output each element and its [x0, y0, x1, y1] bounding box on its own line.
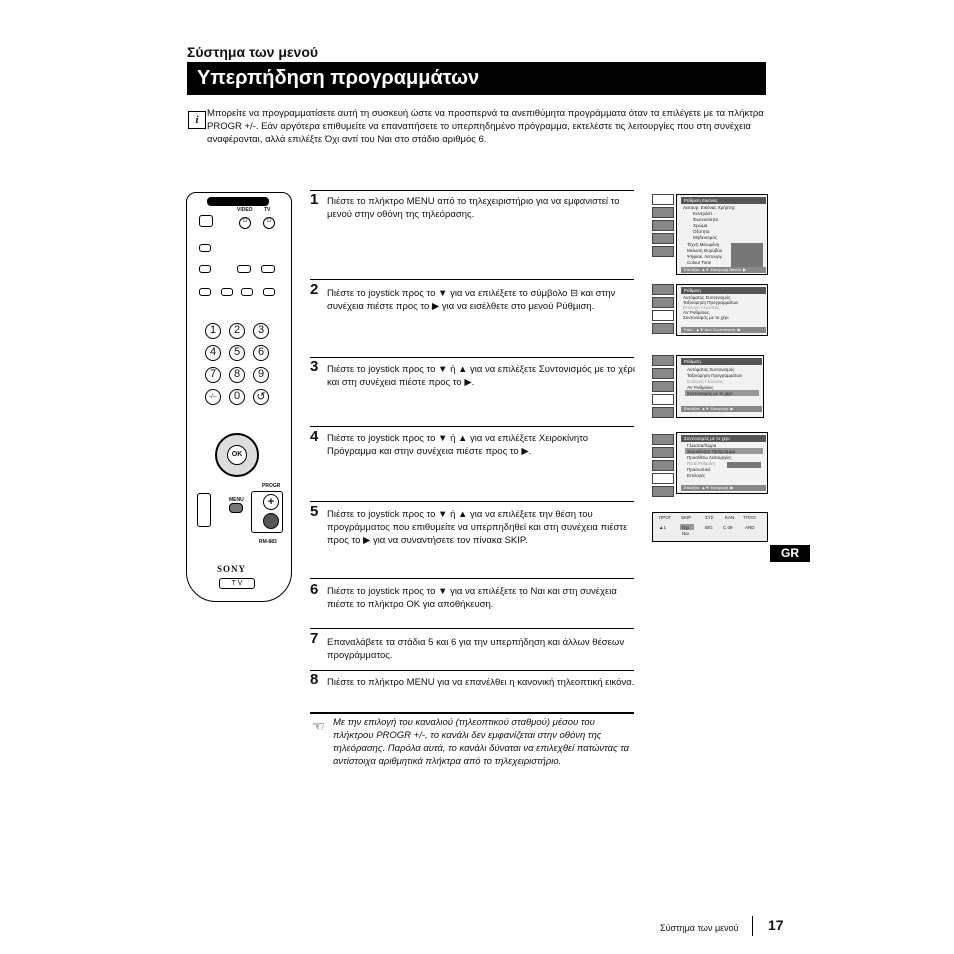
table-header: ΤΙΤΛΟ [743, 515, 756, 520]
video-power-icon: ⏻ [239, 217, 251, 229]
screen-footer: Επιλέξτε: ▲▼ Εισαγωγή: ▶ [681, 485, 766, 491]
step-number: 8 [310, 671, 319, 688]
remote-small-button [241, 288, 253, 296]
step-divider [310, 670, 634, 671]
step-6-text: Πιέστε το joystick προς το ▼ για να επιλέξετε το Ναι και στη συνέχεια πιέστε το πλήκτρο OK για αποθήκευση. [327, 586, 617, 610]
digit-9-button: 9 [253, 367, 269, 383]
page-number: 17 [768, 917, 784, 933]
table-cell: ARD [745, 525, 755, 530]
step-number: 1 [310, 191, 319, 208]
screen-line: Αυτόματος Συντονισμός [687, 367, 735, 372]
footer-label: Σύστημα των μενού [660, 923, 739, 933]
remote-control-illustration [186, 192, 292, 602]
remote-small-button [237, 265, 251, 273]
features-menu-icon [652, 220, 674, 231]
screen-title: Ρύθμιση [681, 287, 766, 294]
remote-small-button [221, 288, 233, 296]
screen-manual-tuning [676, 432, 768, 494]
tv-power-icon: ⏻ [263, 217, 275, 229]
step-7-text: Επαναλάβετε τα στάδια 5 και 6 για την υπερπήδηση και άλλων θέσεων προγράμματος. [327, 637, 625, 661]
digit-0-button: 0 [229, 389, 245, 405]
screen-line: Colour Tone [687, 260, 712, 265]
digit-4-button: 4 [205, 345, 221, 361]
step-divider [310, 501, 634, 502]
table-cell: B/G [705, 525, 713, 530]
note-divider [310, 712, 634, 714]
jump-button: ↺ [253, 389, 269, 405]
screen-line: RGB Ρύθμιση [687, 461, 715, 466]
screen-line: Φωτεινότητα [693, 217, 719, 222]
screen-line: Τεχνή Μειωμένη [687, 242, 720, 247]
menu-side-icons [652, 194, 674, 259]
remote-small-button [261, 265, 275, 273]
step-divider [310, 190, 634, 191]
menu-side-icons [652, 355, 674, 420]
menu-label: MENU [229, 497, 244, 503]
digit-3-button: 3 [253, 323, 269, 339]
screen-line: Χειροκίνητο Πρόγραμμα [687, 449, 736, 454]
step-3-text: Πιέστε το joystick προς το ▼ ή ▲ για να επιλέξετε Συντονισμός με το χέρι και στη συνέχεια πιέστε προς το ▶. [327, 364, 635, 388]
progr-plus-button: + [263, 494, 279, 510]
screen-line: Κοντράστ [693, 211, 713, 216]
ok-button: OK [227, 445, 247, 465]
intro-text: Μπορείτε να προγραμματίσετε αυτή τη συσκευή ώστε να προσπερνά τα ανεπιθύμητα προγράμματα όταν τα επιλέγετε με τα πλήκτρα PROGR +/-. Εάν αργότερα επιθυμείτε να επαναπήσετε το υπερπηδημένο πρόγραμμα, εκτελέστε τις λειτουργίες που στη συνέχεια αναφέρονται, αλλά επιλέξτε Όχι αντί του Ναι στο στάδιο αριθμός 6. [207, 108, 764, 145]
screen-footer: Επιλέξτε: ▲▼ Εισαγωγή: ▶ [681, 406, 762, 412]
screen-setup-manual [676, 355, 764, 418]
screen-setup [676, 284, 768, 336]
step-number: 6 [310, 581, 319, 598]
screen-picture-adjustment [676, 194, 768, 275]
step-divider [310, 426, 634, 427]
progr-minus-button [263, 513, 279, 529]
setup-menu-icon [652, 473, 674, 484]
screen-title: Συντονισμός με το χέρι [681, 435, 766, 442]
step-divider [310, 357, 634, 358]
step-8-text: Πιέστε το πλήκτρο MENU για να επανέλθει η κανονική τηλεοπτική εικόνα. [327, 677, 635, 688]
screen-title: Ρύθμιση Εικόνας [681, 197, 766, 204]
ir-window [207, 197, 269, 206]
picture-menu-icon [652, 194, 674, 205]
step-number: 5 [310, 503, 319, 520]
model-label: RM-883 [259, 539, 277, 545]
picture-menu-icon [652, 355, 674, 366]
screen-line: Συντονισμός με το χέρι [687, 391, 733, 396]
section-title: Σύστημα των μενού [187, 44, 319, 60]
language-badge: GR [770, 545, 810, 562]
progr-label: PROGR [262, 483, 281, 489]
screen-title: Ρύθμιση [681, 358, 762, 365]
table-cell: ▲1 [659, 525, 666, 530]
screen-line: Χρώμα [693, 223, 708, 228]
extra-menu-icon [652, 246, 674, 257]
picture-menu-icon [652, 434, 674, 445]
sound-menu-icon [652, 297, 674, 308]
digit-6-button: 6 [253, 345, 269, 361]
screen-line: Γλώσσα/Χώρα [687, 443, 717, 448]
screen-line: Μείωση Θορύβου [687, 248, 723, 253]
step-divider [310, 628, 634, 629]
extra-menu-icon [652, 323, 674, 334]
table-cell: Όχι [682, 525, 689, 530]
mute-button [199, 215, 213, 227]
page-title: Υπερπήδηση προγραμμάτων [187, 62, 766, 95]
step-divider [310, 279, 634, 280]
screen-line: Οξύτητα [693, 229, 710, 234]
screen-line: Επιλογές [687, 473, 706, 478]
remote-small-button [199, 288, 211, 296]
screen-line: AV Ρυθμίσεις [687, 385, 714, 390]
extra-menu-icon [652, 486, 674, 497]
digit-7-button: 7 [205, 367, 221, 383]
screen-line: Λειτουρ. Εικόνας Χρήστης [683, 205, 736, 210]
step-number: 4 [310, 428, 319, 445]
step-1-text: Πιέστε το πλήκτρο MENU από το τηλεχειριστήριο για να εμφανιστεί το μενού στην οθόνη της τηλεόρασης. [327, 196, 620, 220]
setup-menu-icon [652, 233, 674, 244]
extra-menu-icon [652, 407, 674, 418]
setup-menu-icon [652, 394, 674, 405]
table-header: SKIP [681, 515, 692, 520]
value-bar [727, 462, 761, 468]
info-icon: i [188, 111, 206, 129]
step-2-text: Πιέστε το joystick προς το ▼ για να επιλέξετε το σύμβολο ⊟ και στην συνέχεια πιέστε προς το ▶ για να εισέλθετε στο μενού Ρύθμιση. [327, 288, 616, 312]
step-divider [310, 578, 634, 579]
tv-label: TV [264, 207, 271, 213]
table-header: ΣΥΣ [705, 515, 714, 520]
picture-menu-icon [652, 284, 674, 295]
step-number: 3 [310, 358, 319, 375]
step-number: 2 [310, 281, 319, 298]
step-5-text: Πιέστε το joystick προς το ▼ ή ▲ για να επιλέξετε την θέση του προγράμματος που επιθυμείτε να υπερπηδηθεί και στη συνέχεια πιέστε προς το ▶ για να συναντήσετε τον πίνακα SKIP. [327, 509, 628, 546]
digit-1-button: 1 [205, 323, 221, 339]
sound-menu-icon [652, 368, 674, 379]
screen-line: Ταξινόμηση Προγραμμάτων [683, 300, 739, 305]
note-text: Με την επιλογή του καναλιού (τηλεοπτικού σταθμού) μέσου του πλήκτρου PROGR +/-, το κανάλι δεν εμφανίζεται στην οθόνη της τηλεόρασης. Παρόλα αυτά, το κανάλι δύναται να επιλεχθεί πατώντας τα αντίστοιχα αριθμητικά πλήκτρα από το τηλεχειριστήριο. [333, 717, 630, 767]
table-option: Ναι [682, 531, 689, 536]
screen-footer: Επιλ.: ▲▼ Αυτ. Συντονισμός: ▶ [681, 327, 766, 333]
menu-side-icons [652, 284, 674, 336]
screen-line: Προσθέτω Λειτουργίες [687, 455, 732, 460]
remote-small-button [199, 244, 211, 252]
tv-logo: T V [219, 578, 255, 589]
screen-line: Ψηφιακ. Λειτουργ. [687, 254, 724, 259]
digit-8-button: 8 [229, 367, 245, 383]
hand-pointer-icon: ☜ [312, 718, 325, 734]
screen-line: AV Ρυθμίσεις [683, 310, 710, 315]
features-menu-icon [652, 460, 674, 471]
setup-menu-icon [652, 310, 674, 321]
features-menu-icon [652, 381, 674, 392]
remote-small-button [199, 265, 211, 273]
screen-footer: Επιλέξτε: ▲▼ Εισαγωγή Μενού: ▶ [681, 267, 766, 273]
sound-menu-icon [652, 447, 674, 458]
remote-small-button [263, 288, 275, 296]
table-header: ΚΑΝ [725, 515, 735, 520]
table-header: ΠΡΟΓ [659, 515, 672, 520]
screen-line: Ταξινόμηση Προγραμμάτων [687, 373, 743, 378]
menu-side-icons [652, 434, 674, 499]
menu-button [229, 503, 243, 513]
brand-logo: SONY [217, 564, 247, 574]
screen-line: Συντονισμός με το χέρι [683, 315, 729, 320]
digit-2-button: 2 [229, 323, 245, 339]
step-number: 7 [310, 630, 319, 647]
screen-skip-table [652, 512, 768, 542]
digit-5-button: 5 [229, 345, 245, 361]
volume-rocker [197, 493, 211, 527]
screen-line: Αυτόματος Συντονισμός [683, 295, 731, 300]
screen-line: Επιλογή Γλώσσας [687, 379, 724, 384]
step-4-text: Πιέστε το joystick προς το ▼ ή ▲ για να επιλέξετε Χειροκίνητο Πρόγραμμα και στην συνέχεια πιέστε προς το ▶. [327, 433, 589, 457]
screen-line: Προσωπικό [687, 467, 711, 472]
screen-line: Επιλογή Γλώσσας [683, 305, 720, 310]
sound-menu-icon [652, 207, 674, 218]
footer-divider [752, 916, 753, 936]
double-digit-button: -/-- [205, 389, 221, 405]
screen-line: Μηδενισμός [693, 235, 718, 240]
table-cell: C 09 [723, 525, 733, 530]
video-label: VIDEO [237, 207, 253, 213]
